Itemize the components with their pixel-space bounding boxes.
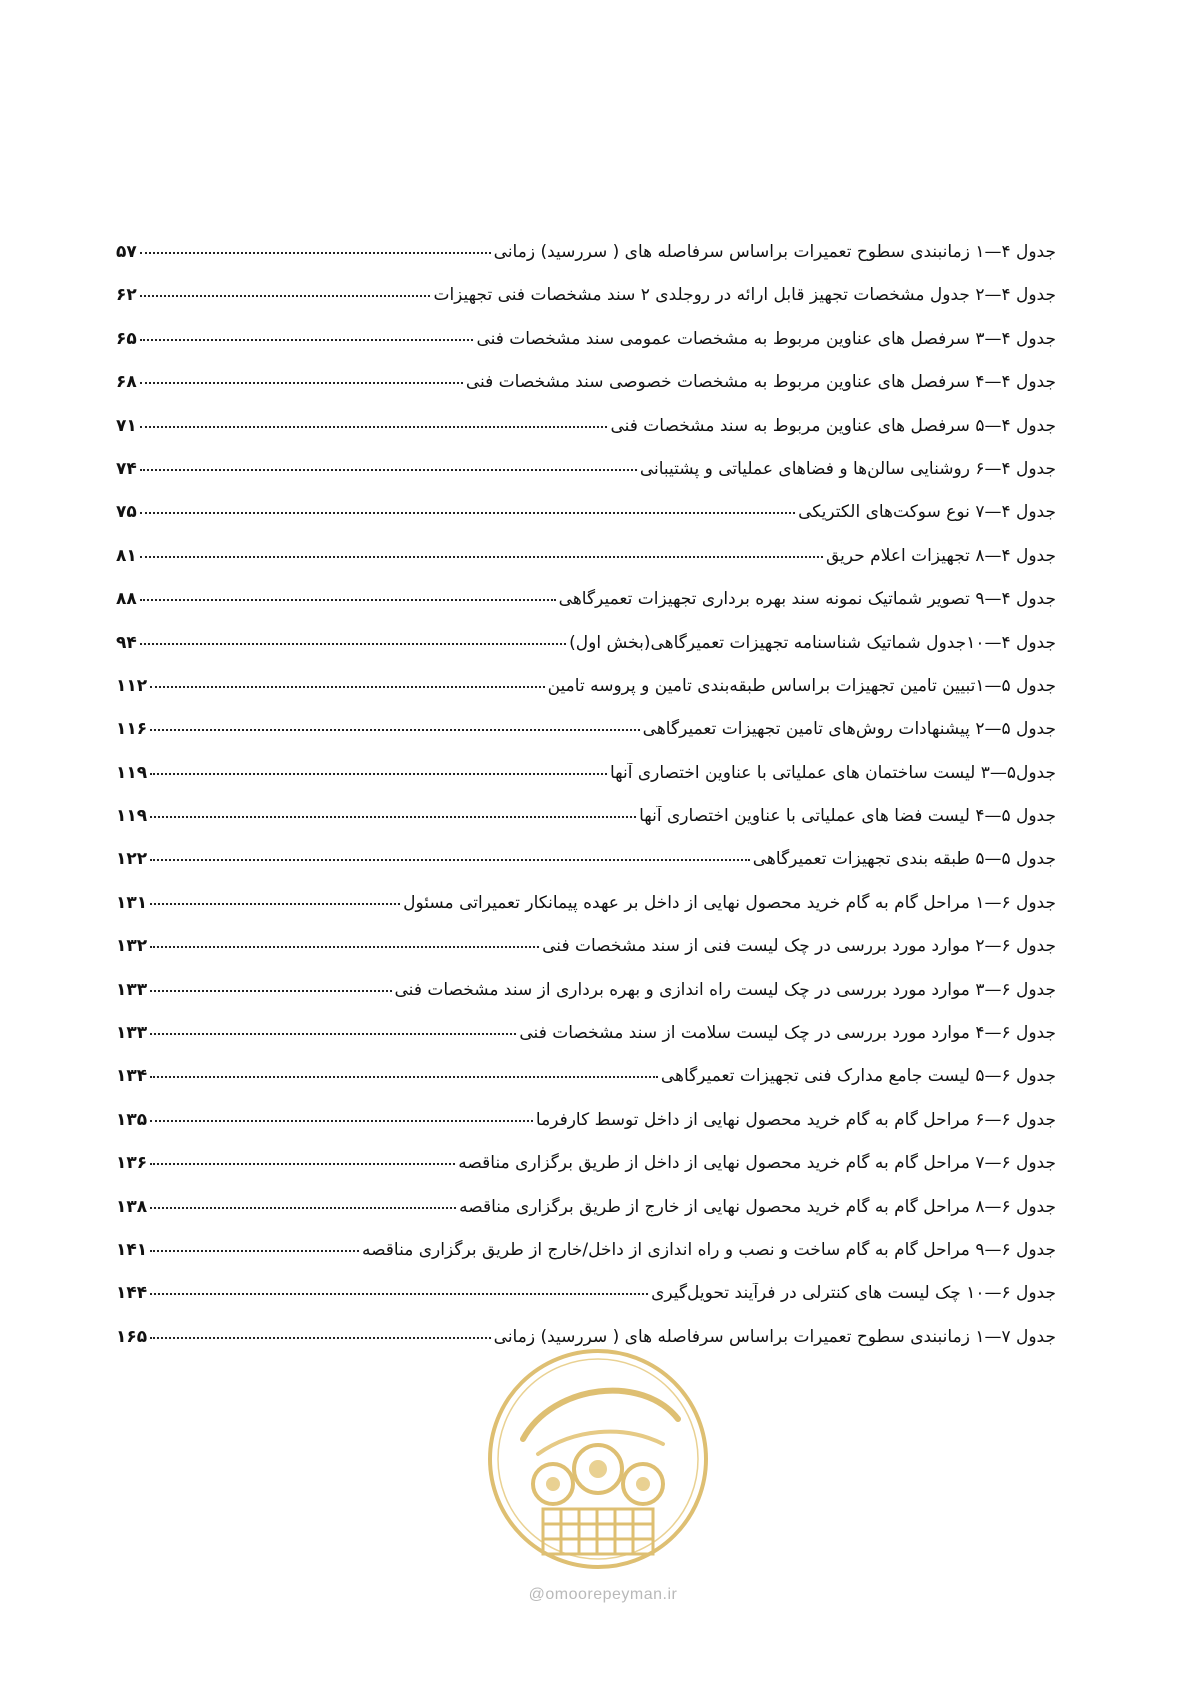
dot-leader [150,686,544,688]
toc-entry[interactable] [116,1110,1056,1153]
toc-entry[interactable] [116,676,1056,719]
dot-leader [150,773,607,775]
dot-leader [150,946,539,948]
toc-entry-title: جدول ۴—۶ روشنایی سالن‌ها و فضاهای عملیاتی و پشتیبانی [639,458,1056,479]
toc-entry[interactable] [116,806,1056,849]
toc-entry[interactable] [116,589,1056,632]
dot-leader [150,1076,658,1078]
dot-leader [150,816,636,818]
toc-entry-title: جدول ۵—۲ پیشنهادات روش‌های تامین تجهیزات تعمیرگاهی [642,719,1056,740]
toc-entry-title: جدول ۴—۵ سرفصل های عناوین مربوط به سند مشخصات فنی [610,415,1056,436]
toc-entry-title: جدول ۶—۷ مراحل گام به گام خرید محصول نهایی از داخل از طریق برگزاری مناقصه [458,1153,1056,1174]
toc-entry[interactable] [116,285,1056,328]
dot-leader [140,252,491,254]
toc-entry-page: ۱۳۳ [116,979,148,1000]
toc-entry-title: جدول ۶—۶ مراحل گام به گام خرید محصول نهایی از داخل توسط کارفرما [535,1109,1056,1130]
toc-entry-page: ۸۱ [116,545,137,566]
toc-entry[interactable] [116,416,1056,459]
toc-entry-page: ۹۴ [116,632,137,653]
toc-entry[interactable] [116,242,1056,285]
dot-leader [150,1293,648,1295]
dot-leader [150,990,391,992]
toc-entry[interactable] [116,849,1056,892]
toc-entry-title: جدول ۵—۴ لیست فضا های عملیاتی با عناوین اختصاری آنها [639,806,1056,827]
dot-leader [150,729,640,731]
toc-entry-page: ۱۳۵ [116,1109,148,1130]
toc-entry-title: جدول ۴—۱۰جدول شماتیک شناسنامه تجهیزات تعمیرگاهی(بخش اول) [569,632,1056,653]
toc-entry-page: ۱۲۲ [116,849,148,870]
toc-entry[interactable] [116,1283,1056,1326]
dot-leader [150,1033,516,1035]
watermark-caption: @omoorepeyman.ir [528,1586,678,1603]
toc-entry-page: ۱۱۹ [116,762,148,783]
toc-entry-title: جدول ۴—۷ نوع سوکت‌های الکتریکی [798,502,1056,523]
toc-entry-page: ۶۲ [116,285,137,306]
dot-leader [140,599,556,601]
toc-entry[interactable] [116,1240,1056,1283]
toc-entry-title: جدول ۵—۱تبیین تامین تجهیزات براساس طبقه‌بندی تامین و پروسه تامین [547,675,1056,696]
dot-leader [140,643,566,645]
toc-entry-page: ۱۴۴ [116,1283,148,1304]
toc-entry-title: جدول ۷—۱ زمانبندی سطوح تعمیرات براساس سرفاصله های ( سررسید) زمانی [493,1326,1056,1347]
toc-entry[interactable] [116,719,1056,762]
toc-entry-page: ۱۳۸ [116,1196,148,1217]
toc-entry-title: جدول۵—۳ لیست ساختمان های عملیاتی با عناوین اختصاری آنها [609,762,1056,783]
toc-entry[interactable] [116,372,1056,415]
toc-entry[interactable] [116,502,1056,545]
toc-entry-title: جدول ۴—۸ تجهیزات اعلام حریق [825,545,1056,566]
toc-entry[interactable] [116,459,1056,502]
toc-entry[interactable] [116,1153,1056,1196]
dot-leader [140,426,608,428]
dot-leader [150,1120,533,1122]
dot-leader [140,512,795,514]
dot-leader [150,1207,456,1209]
toc-entry-title: جدول ۵—۵ طبقه بندی تجهیزات تعمیرگاهی [752,849,1056,870]
toc-entry[interactable] [116,893,1056,936]
toc-entry-title: جدول ۴—۴ سرفصل های عناوین مربوط به مشخصات خصوصی سند مشخصات فنی [465,372,1056,393]
toc-entry-title: جدول ۶—۸ مراحل گام به گام خرید محصول نهایی از خارج از طریق برگزاری مناقصه [459,1196,1056,1217]
toc-entry[interactable] [116,980,1056,1023]
toc-entry[interactable] [116,329,1056,372]
toc-entry-title: جدول ۶—۱۰ چک لیست های کنترلی در فرآیند تحویل‌گیری [651,1283,1056,1304]
toc-entry[interactable] [116,633,1056,676]
dot-leader [150,859,750,861]
dot-leader [140,295,431,297]
toc-entry-title: جدول ۴—۲ جدول مشخصات تجهیز قابل ارائه در روجلدی ۲ سند مشخصات فنی تجهیزات [433,285,1056,306]
toc-entry-page: ۱۳۲ [116,936,148,957]
toc-entry-page: ۷۱ [116,415,137,436]
toc-entry-page: ۱۱۶ [116,719,148,740]
toc-entry-title: جدول ۴—۳ سرفصل های عناوین مربوط به مشخصات عمومی سند مشخصات فنی [476,328,1056,349]
toc-entry-title: جدول ۶—۲ موارد مورد بررسی در چک لیست فنی از سند مشخصات فنی [542,936,1056,957]
toc-entry-page: ۱۳۳ [116,1023,148,1044]
toc-entry-page: ۶۸ [116,372,137,393]
toc-entry-page: ۱۱۹ [116,806,148,827]
toc-entry-title: جدول ۶—۳ موارد مورد بررسی در چک لیست راه اندازی و بهره برداری از سند مشخصات فنی [394,979,1056,1000]
toc-entry-page: ۱۴۱ [116,1239,148,1260]
toc-entry-page: ۷۴ [116,458,137,479]
toc-entry-title: جدول ۴—۹ تصویر شماتیک نمونه سند بهره برداری تجهیزات تعمیرگاهی [558,589,1056,610]
toc-entry-page: ۱۱۲ [116,675,148,696]
toc-entry-title: جدول ۶—۹ مراحل گام به گام ساخت و نصب و راه اندازی از داخل/خارج از طریق برگزاری مناقصه [361,1239,1056,1260]
toc-entry-page: ۷۵ [116,502,137,523]
toc-entry-page: ۸۸ [116,589,137,610]
dot-leader [150,1163,455,1165]
toc-entry[interactable] [116,763,1056,806]
toc-entry-title: جدول ۶—۴ موارد مورد بررسی در چک لیست سلامت از سند مشخصات فنی [519,1023,1056,1044]
toc-entry-title: جدول ۶—۵ لیست جامع مدارک فنی تجهیزات تعمیرگاهی [660,1066,1056,1087]
dot-leader [140,469,637,471]
toc-entry[interactable] [116,1023,1056,1066]
toc-entry-title: جدول ۴—۱ زمانبندی سطوح تعمیرات براساس سرفاصله های ( سررسید) زمانی [493,242,1056,262]
toc-entry-page: ۱۳۶ [116,1153,148,1174]
toc-entry[interactable] [116,1066,1056,1109]
toc-entry-title: جدول ۶—۱ مراحل گام به گام خرید محصول نهایی از داخل بر عهده پیمانکار تعمیراتی مسئول [403,892,1056,913]
seal-logo-icon [483,1344,713,1574]
toc-entry[interactable] [116,546,1056,589]
toc-entry-page: ۱۶۵ [116,1326,148,1347]
toc-entry-page: ۶۵ [116,328,137,349]
toc-entry[interactable] [116,1197,1056,1240]
dot-leader [140,382,463,384]
dot-leader [150,1337,491,1339]
dot-leader [140,556,823,558]
table-of-tables [116,242,1056,1370]
dot-leader [140,339,474,341]
toc-entry[interactable] [116,936,1056,979]
toc-entry-page: ۵۷ [116,242,137,262]
toc-entry-page: ۱۳۱ [116,892,148,913]
toc-entry-page: ۱۳۴ [116,1066,148,1087]
dot-leader [150,903,400,905]
dot-leader [150,1250,359,1252]
